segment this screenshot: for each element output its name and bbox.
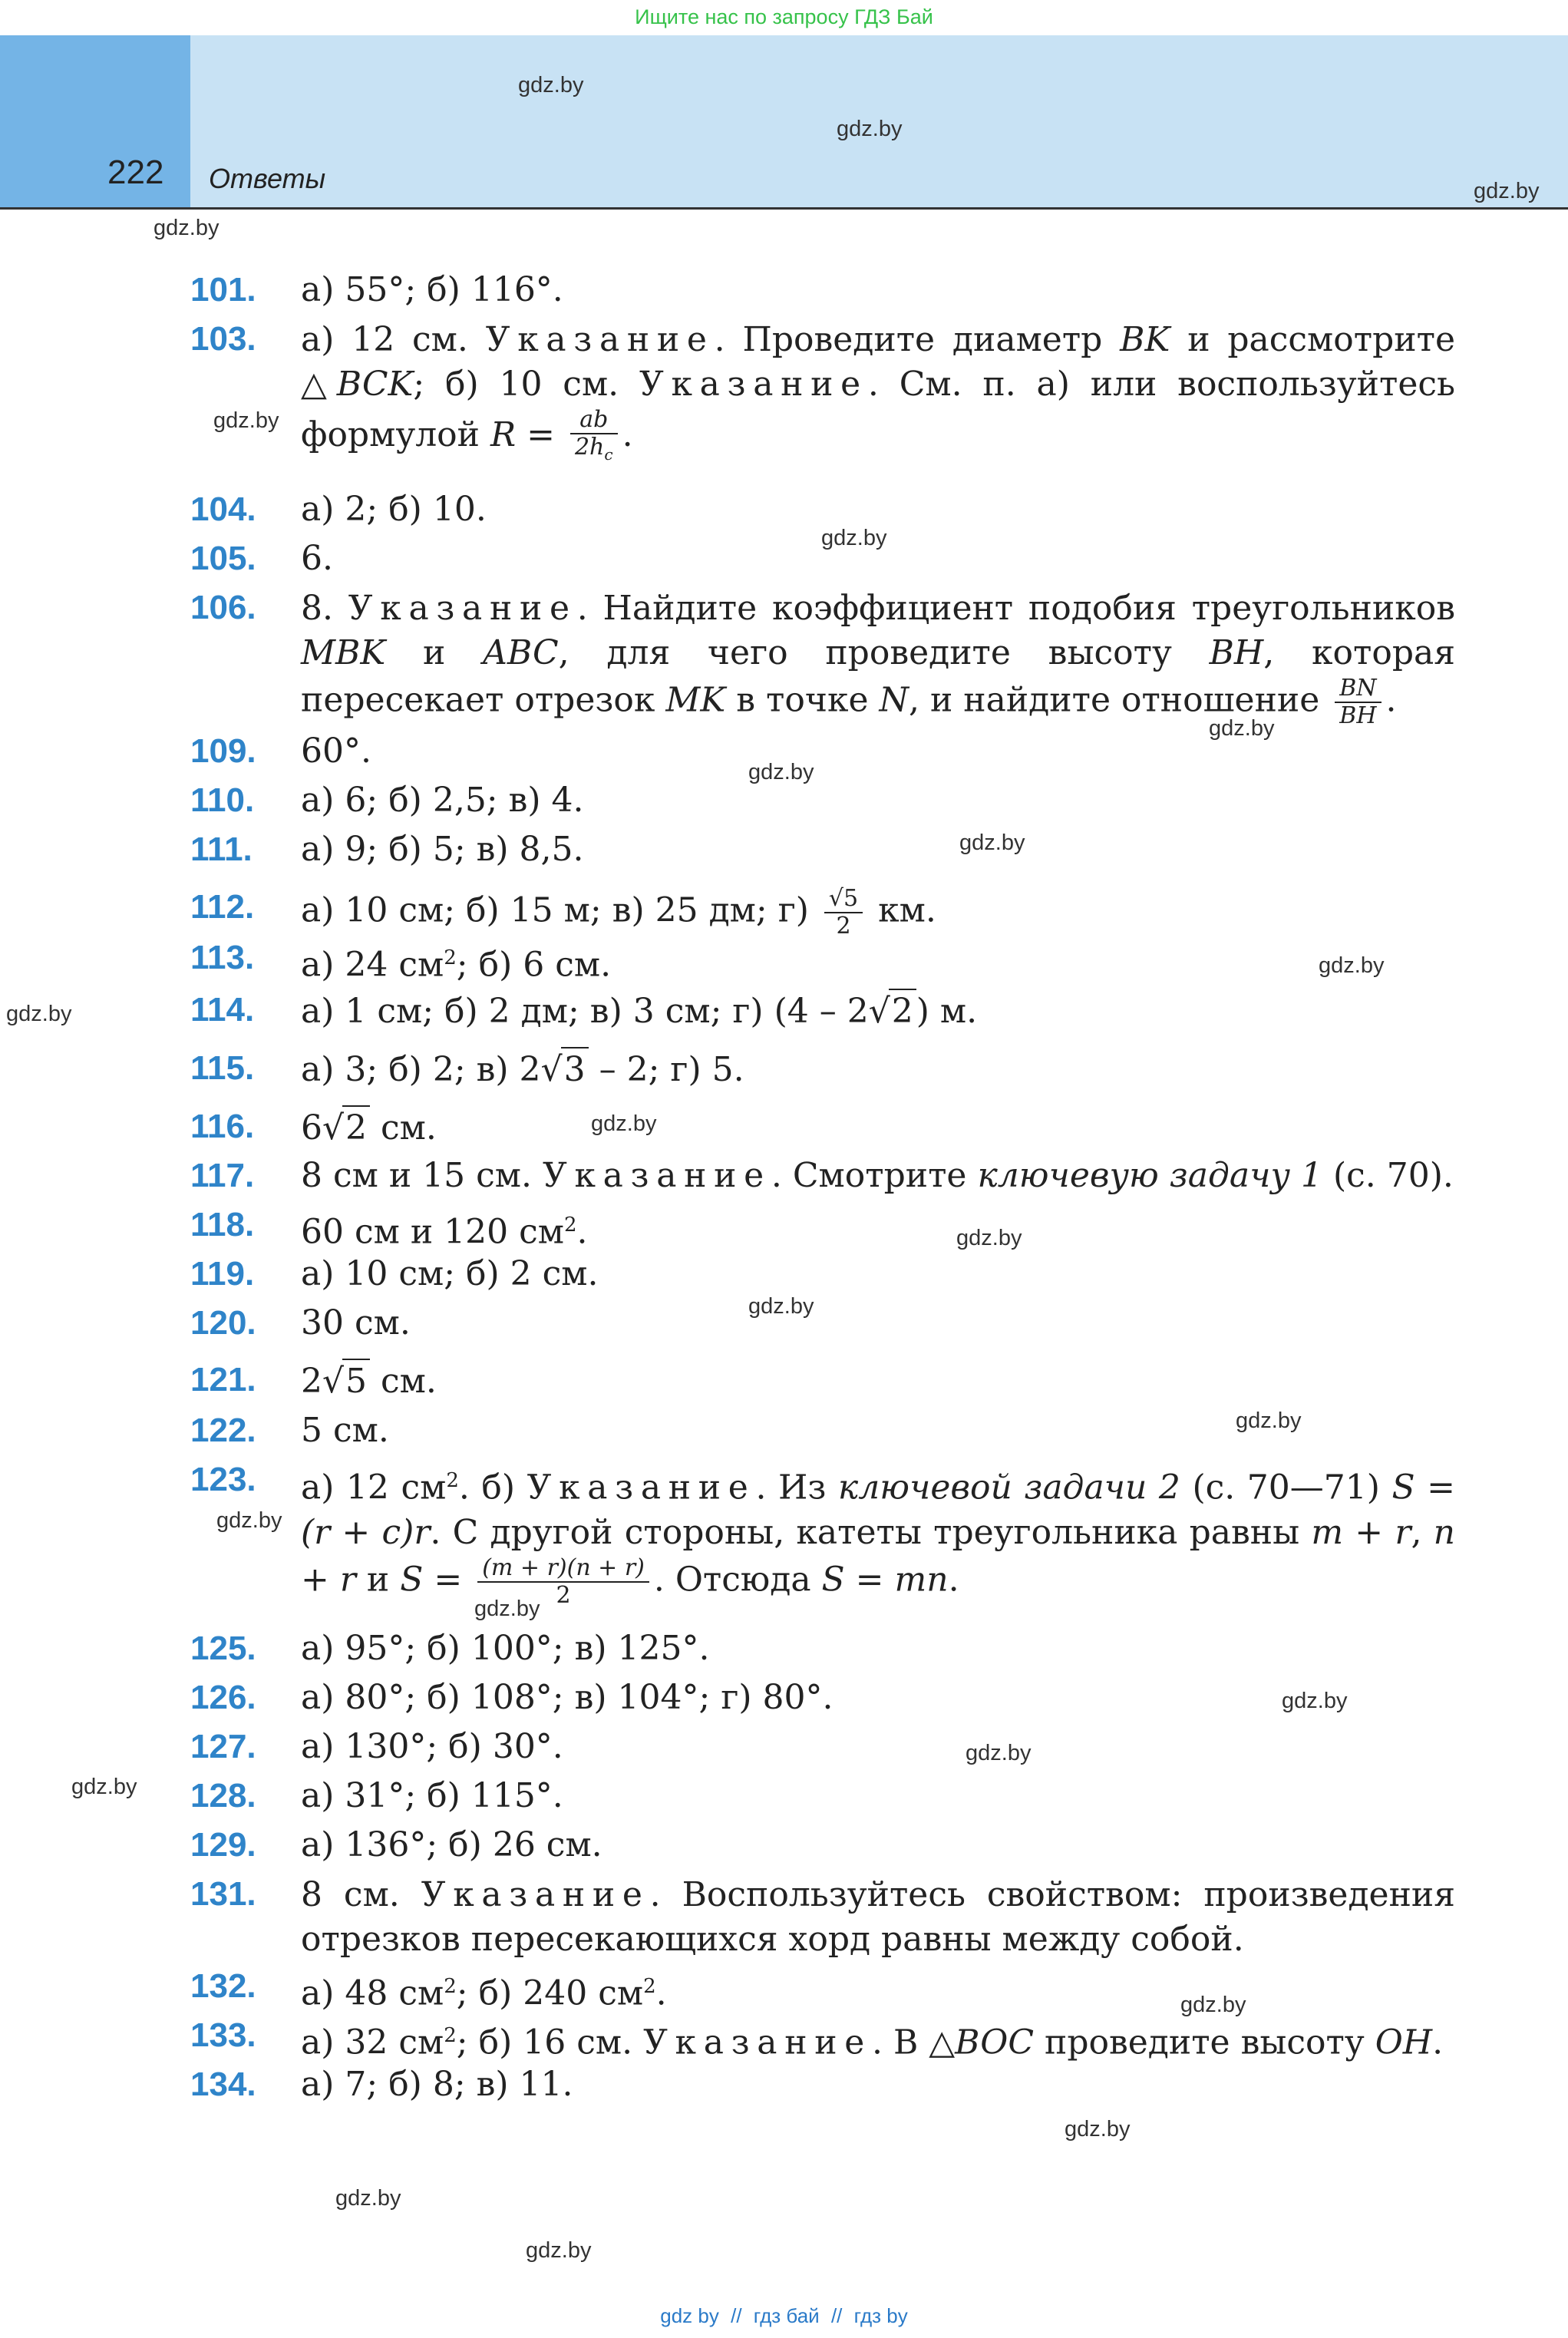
answer-number: 123. [190, 1461, 256, 1498]
hint-label: Указание [639, 365, 868, 404]
math-var: N [879, 680, 909, 720]
answer-110 [190, 779, 1455, 822]
superscript: 2 [444, 946, 457, 969]
hint-label: Указание [421, 1875, 650, 1914]
answer-122 [190, 1409, 1455, 1452]
answer-text: ; б) 6 см. [456, 945, 612, 985]
watermark: gdz.by [474, 1597, 540, 1621]
answer-104 [190, 488, 1455, 531]
answer-text: а) 31°; б) 115°. [301, 1776, 563, 1815]
answer-text: 60 см и 120 см [301, 1212, 564, 1252]
answer-number: 126. [190, 1679, 256, 1716]
answer-number: 104. [190, 490, 256, 528]
math-expr: S = (r + c)r [301, 1468, 1456, 1552]
answer-text: . С другой стороны, катеты треугольника равны [430, 1512, 1312, 1552]
answer-number: 114. [190, 991, 255, 1029]
answer-120 [190, 1302, 1455, 1345]
page-number: 222 [107, 154, 164, 191]
math-var: R [490, 415, 517, 454]
answer-text: а) 24 см [301, 945, 444, 985]
answer-text: ; б) 240 см [456, 1973, 644, 2013]
answer-number: 101. [190, 271, 256, 309]
watermark: gdz.by [216, 1508, 282, 1533]
answer-number: 131. [190, 1875, 256, 1913]
answer-126 [190, 1676, 1455, 1719]
answer-text: 6. [301, 539, 333, 578]
answer-number: 103. [190, 320, 256, 358]
superscript: 2 [563, 1214, 577, 1237]
answer-number: 112. [190, 888, 255, 926]
answer-text: . [1385, 680, 1397, 720]
fraction: $\frac{BN}{BH}$ [1335, 675, 1381, 729]
answer-text: . [655, 1973, 667, 2013]
answer-number: 125. [190, 1630, 256, 1667]
answer-text: 2 [301, 1362, 322, 1401]
answer-number: 129. [190, 1826, 256, 1864]
math-expr: n + r [301, 1512, 1455, 1600]
answer-129 [190, 1824, 1455, 1867]
answer-number: 113. [190, 939, 255, 976]
watermark: gdz.by [966, 1741, 1032, 1765]
answer-text: а) 48 см [301, 1973, 444, 2013]
answer-101 [190, 269, 1455, 312]
answer-127 [190, 1725, 1455, 1768]
top-banner: Ищите нас по запросу ГДЗ Бай [635, 5, 933, 28]
watermark: gdz.by [1474, 179, 1540, 203]
math-var: ABC [483, 633, 559, 672]
key-task-ref: ключевой задачи 2 [837, 1468, 1180, 1507]
answer-number: 132. [190, 1967, 256, 2005]
answer-text: – 2; г) 5. [588, 1050, 744, 1089]
answer-114: 114. а) 1 см; б) 2 дм; в) 3 см; г) (4 – 2√2) м. [190, 989, 1455, 1033]
watermark: gdz.by [591, 1111, 657, 1136]
answer-132 [190, 1965, 1455, 2016]
answer-text: а) 136°; б) 26 см. [301, 1825, 602, 1864]
answer-text: (с. 70—71) [1180, 1468, 1392, 1507]
answer-text: в точке [725, 680, 880, 720]
answer-133 [190, 2014, 1455, 2065]
answer-123 [190, 1458, 1455, 1609]
answer-text: . В △ [871, 2023, 956, 2062]
answer-128 [190, 1775, 1455, 1818]
watermark: gdz.by [518, 73, 584, 97]
answer-number: 105. [190, 540, 256, 577]
answer-number: 120. [190, 1304, 256, 1342]
watermark: gdz.by [748, 1294, 814, 1319]
watermark: gdz.by [213, 408, 279, 433]
superscript: 2 [446, 1469, 459, 1492]
answer-number: 111. [190, 831, 253, 868]
watermark: gdz.by [748, 760, 814, 784]
watermark: gdz.by [837, 117, 903, 141]
footer-separator: // [731, 2304, 742, 2327]
superscript: 2 [444, 2024, 457, 2047]
math-var: BOC [955, 2023, 1034, 2062]
answer-number: 116. [190, 1108, 255, 1145]
answer-text: . Из [755, 1468, 838, 1507]
radicand: 2 [342, 1105, 370, 1150]
answer-number: 117. [190, 1157, 255, 1194]
answer-number: 119. [190, 1255, 255, 1293]
answer-115: 115. а) 3; б) 2; в) 2√3 – 2; г) 5. [190, 1047, 1455, 1091]
answer-text: . [576, 1212, 588, 1252]
answer-text: а) 55°; б) 116°. [301, 270, 563, 309]
answer-text: а) 1 см; б) 2 дм; в) 3 см; г) (4 – 2 [301, 992, 869, 1031]
fraction: $\frac{ab}{2h_c}$ [570, 407, 618, 467]
answer-text: а) 9; б) 5; в) 8,5. [301, 830, 584, 869]
answer-text: проведите высоту [1034, 2023, 1375, 2062]
watermark: gdz.by [71, 1775, 137, 1799]
superscript: 2 [643, 1975, 656, 1998]
answer-text: ; б) 16 см. [456, 2023, 644, 2062]
hint-label: Указание [485, 320, 715, 359]
answer-text: ) м. [916, 992, 978, 1031]
answer-number: 134. [190, 2066, 256, 2103]
answer-text: а) 80°; б) 108°; в) 104°; г) 80°. [301, 1678, 834, 1717]
answer-text: а) 10 см; б) 2 см. [301, 1254, 599, 1293]
fraction: $\frac{√5}{2}$ [824, 886, 863, 939]
answer-text: , для чего проведите высоту [558, 633, 1210, 672]
answer-number: 128. [190, 1777, 256, 1815]
answer-number: 115. [190, 1049, 255, 1087]
radicand: 2 [889, 989, 916, 1033]
answer-number: 106. [190, 589, 256, 626]
answer-number: 122. [190, 1412, 256, 1449]
watermark: gdz.by [1180, 1993, 1246, 2017]
watermark: gdz.by [959, 831, 1025, 855]
hint-label: Указание [348, 589, 577, 628]
watermark: gdz.by [526, 2238, 592, 2263]
watermark: gdz.by [1319, 953, 1385, 978]
answer-number: 133. [190, 2016, 256, 2054]
watermark: gdz.by [335, 2186, 401, 2211]
answer-text: а) 12 см. [301, 320, 486, 359]
answer-text: . Найдите коэффициент подобия треугольников [576, 589, 1455, 628]
answer-text: 30 см. [301, 1303, 411, 1342]
answer-text: 8 см и 15 см. [301, 1156, 543, 1195]
answer-text: 6 [301, 1108, 322, 1148]
answer-text: см. [370, 1108, 437, 1148]
key-task-ref: ключевую задачу 1 [977, 1156, 1322, 1195]
radicand: 5 [342, 1359, 370, 1403]
math-expr: m + r [1311, 1512, 1411, 1552]
answer-text: а) 12 см [301, 1468, 447, 1507]
answer-text: = [423, 1560, 474, 1600]
answer-116: 116. 6√2 см. [190, 1105, 1455, 1150]
answer-text: 8 см. [301, 1875, 421, 1914]
footer-links [0, 2304, 1568, 2328]
math-var: BK [1120, 320, 1170, 359]
answer-text: . Отсюда [653, 1560, 822, 1600]
math-var: BCK [336, 365, 414, 404]
footer-link[interactable]: гдз by [853, 2304, 908, 2327]
answer-text: а) 6; б) 2,5; в) 4. [301, 781, 584, 820]
superscript: 2 [444, 1975, 457, 1998]
answer-text: . Смотрите [771, 1156, 978, 1195]
answer-109 [190, 730, 1455, 773]
answer-text: (с. 70). [1322, 1156, 1454, 1195]
answer-text: а) 10 см; б) 15 м; в) 25 дм; г) [301, 890, 820, 930]
fraction: $\frac{(m + r)(n + r)}{2}$ [477, 1555, 649, 1609]
math-var: MK [665, 680, 726, 720]
radicand: 3 [561, 1047, 589, 1091]
answer-text: км. [867, 890, 936, 930]
watermark: gdz.by [821, 526, 887, 550]
answer-103 [190, 318, 1455, 467]
answer-text: 8. [301, 589, 348, 628]
answer-112 [190, 886, 1455, 939]
answer-text: , которая пересекает отрезок [301, 633, 1455, 720]
answer-121: 121. 2√5 см. [190, 1359, 1455, 1403]
answer-text: , и найдите отношение [909, 680, 1331, 720]
footer-separator: // [830, 2304, 843, 2327]
hint-label: Указание [542, 1156, 771, 1195]
answer-105 [190, 537, 1455, 580]
answer-125 [190, 1627, 1455, 1670]
answer-113 [190, 936, 1455, 987]
watermark: gdz.by [1236, 1408, 1302, 1433]
watermark: gdz.by [1282, 1689, 1348, 1713]
answer-text: а) 7; б) 8; в) 11. [301, 2065, 573, 2104]
answer-118 [190, 1204, 1455, 1254]
answer-text: . Воспользуйтесь свойством: произведения отрезков пересекающихся хорд равны между собой. [301, 1875, 1456, 1959]
answer-134 [190, 2063, 1455, 2106]
answer-number: 109. [190, 732, 256, 770]
answer-text: а) 32 см [301, 2023, 444, 2062]
answer-number: 110. [190, 781, 255, 819]
answer-text: и [355, 1560, 401, 1600]
answer-text: см. [370, 1362, 437, 1401]
watermark: gdz.by [1065, 2117, 1131, 2142]
answer-111 [190, 828, 1455, 871]
answer-text: а) 95°; б) 100°; в) 125°. [301, 1629, 710, 1668]
watermark: gdz.by [6, 1002, 72, 1026]
answer-text: . б) [458, 1468, 527, 1507]
answer-text: а) 3; б) 2; в) 2 [301, 1050, 541, 1089]
answer-text: . См. п. а) или воспользуйтесь формулой [301, 365, 1455, 454]
section-title: Ответы [209, 163, 326, 194]
hint-label: Указание [643, 2023, 872, 2062]
watermark: gdz.by [956, 1226, 1022, 1250]
answer-text: и рассмотрите △ [301, 320, 1455, 404]
footer-link[interactable]: гдз бай [753, 2304, 820, 2327]
math-var: S [400, 1560, 424, 1600]
math-expr: S = mn [821, 1560, 949, 1600]
answer-text: . [948, 1560, 959, 1600]
answer-text: . [622, 415, 633, 454]
answer-106 [190, 586, 1455, 729]
answer-text: ; б) 10 см. [413, 365, 639, 404]
answer-text: и [385, 633, 484, 672]
answer-number: 118. [190, 1206, 255, 1243]
math-var: OH [1375, 2023, 1433, 2062]
answer-text: , [1411, 1512, 1434, 1552]
answer-number: 127. [190, 1728, 256, 1765]
answer-text: . Проведите диаметр [714, 320, 1121, 359]
hint-label: Указание [527, 1468, 756, 1507]
answer-text: а) 2; б) 10. [301, 490, 487, 529]
answer-text: а) 130°; б) 30°. [301, 1727, 563, 1766]
math-var: MBK [301, 633, 386, 672]
answer-119 [190, 1253, 1455, 1296]
answer-text: = [516, 415, 566, 454]
answer-text: 60°. [301, 731, 371, 771]
math-var: BH [1209, 633, 1264, 672]
watermark: gdz.by [1209, 716, 1275, 741]
footer-link[interactable]: gdz by [660, 2304, 719, 2327]
answer-117 [190, 1154, 1455, 1197]
watermark: gdz.by [153, 216, 220, 240]
answer-text: 5 см. [301, 1411, 389, 1450]
answer-text: . [1432, 2023, 1444, 2062]
answer-131 [190, 1873, 1455, 1962]
answer-number: 121. [190, 1361, 256, 1399]
